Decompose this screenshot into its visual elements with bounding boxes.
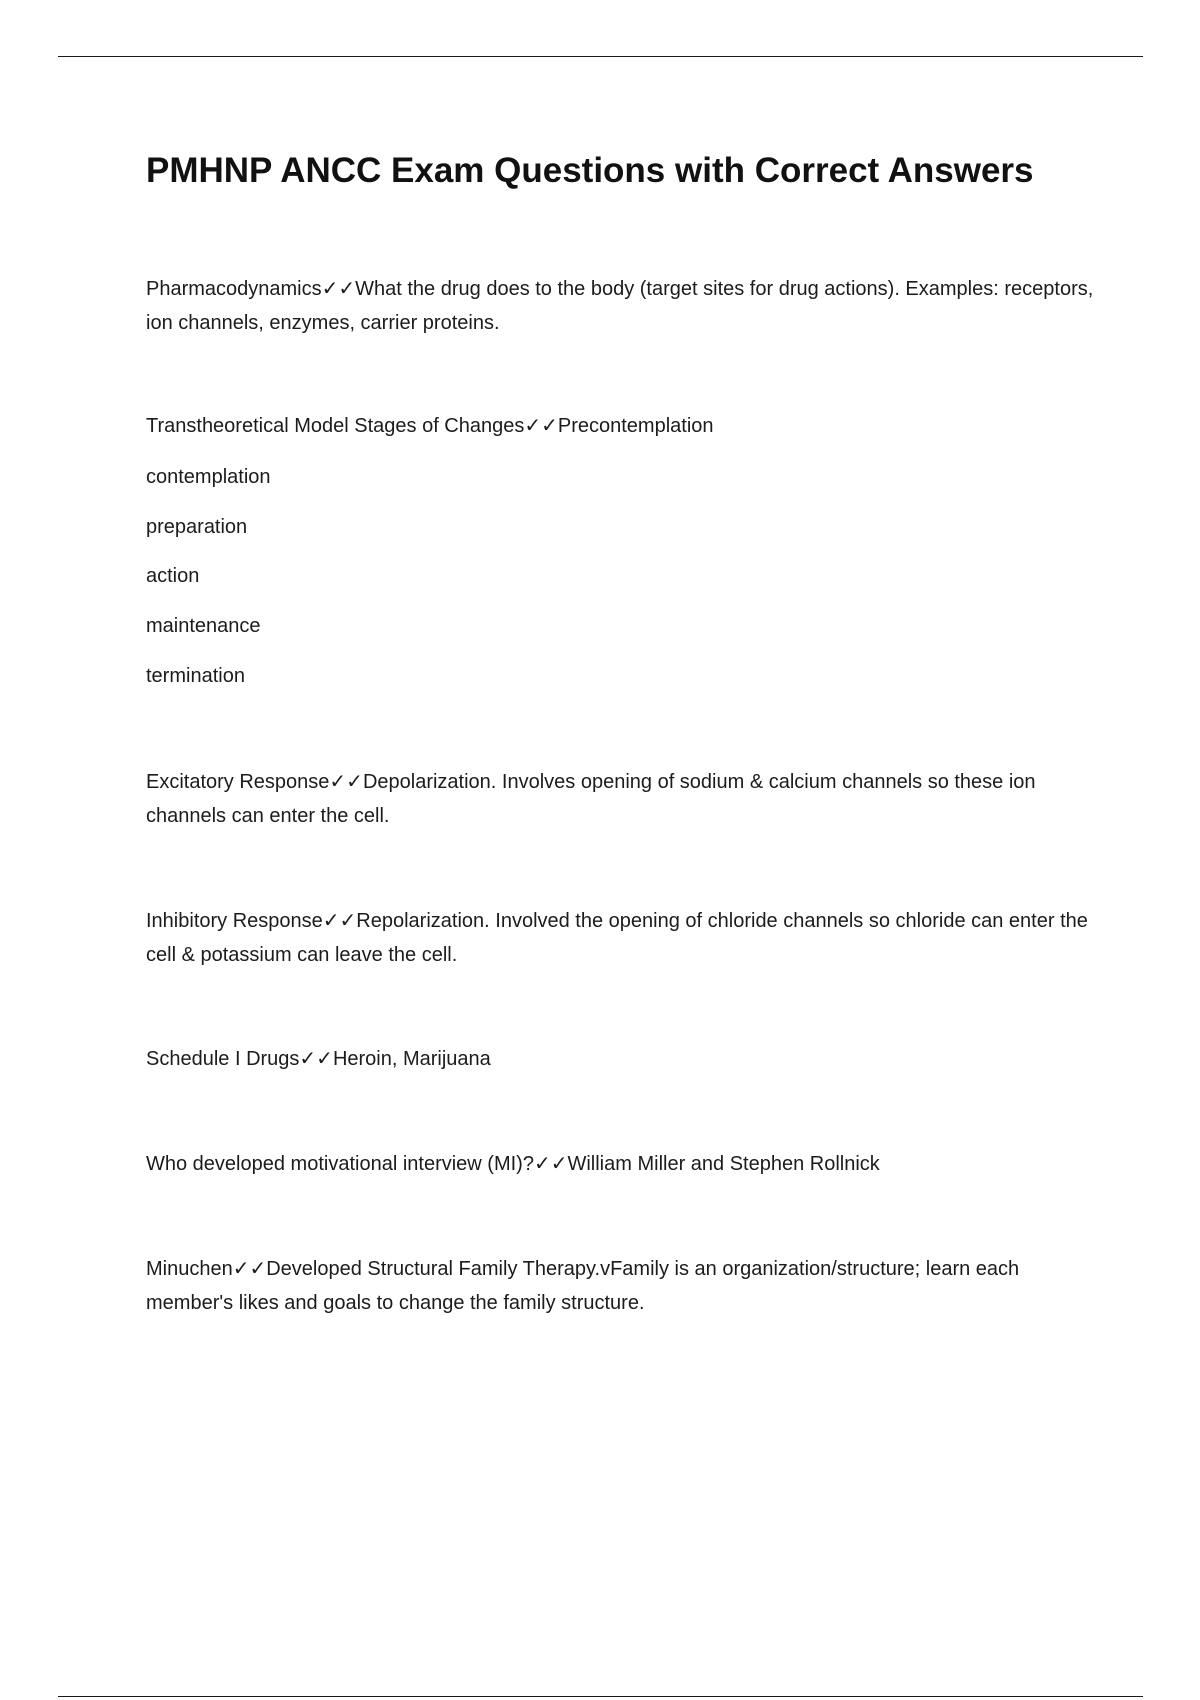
checkmark-icon: ✓✓ [321, 276, 356, 300]
stage-item: contemplation [146, 466, 271, 488]
qa-entry-minuchen [146, 1251, 1106, 1320]
qa-term: Pharmacodynamics [146, 278, 322, 300]
qa-entry-transtheoretical-model [146, 408, 1106, 443]
document-title: PMHNP ANCC Exam Questions with Correct Answers [146, 151, 1034, 190]
top-rule [58, 56, 1143, 57]
stage-item: termination [146, 665, 245, 687]
qa-entry-motivational-interview [146, 1146, 1106, 1181]
qa-answer: What the drug does to the body (target sites for drug actions). Examples: receptors, ion channels, enzymes, carrier proteins. [146, 278, 1094, 334]
qa-term: Minuchen [146, 1258, 233, 1280]
qa-term: Inhibitory Response [146, 910, 323, 932]
qa-answer: Depolarization. Involves opening of sodium & calcium channels so these ion channels can enter the cell. [146, 771, 1036, 827]
qa-answer: William Miller and Stephen Rollnick [567, 1153, 880, 1175]
checkmark-icon: ✓✓ [329, 769, 363, 793]
checkmark-icon: ✓✓ [232, 1256, 267, 1280]
stage-item: action [146, 565, 200, 587]
qa-entry-pharmacodynamics [146, 271, 1106, 340]
qa-entry-schedule-i-drugs [146, 1041, 1106, 1076]
checkmark-icon: ✓✓ [524, 413, 558, 437]
stage-item: maintenance [146, 615, 261, 637]
qa-answer: Precontemplation [557, 415, 714, 437]
stage-item: preparation [146, 516, 248, 538]
qa-term: Schedule I Drugs [146, 1048, 300, 1070]
checkmark-icon: ✓✓ [299, 1046, 333, 1070]
checkmark-icon: ✓✓ [533, 1151, 568, 1175]
qa-answer: Heroin, Marijuana [332, 1048, 491, 1070]
qa-entry-excitatory-response [146, 764, 1106, 833]
checkmark-icon: ✓✓ [322, 908, 357, 932]
qa-term: Excitatory Response [146, 771, 330, 793]
qa-term: Transtheoretical Model Stages of Changes [146, 415, 525, 437]
bottom-rule [58, 1696, 1143, 1697]
qa-entry-inhibitory-response [146, 903, 1106, 972]
qa-term: Who developed motivational interview (MI)? [146, 1153, 534, 1175]
qa-answer: Repolarization. Involved the opening of chloride channels so chloride can enter the cell & potassium can leave the cell. [146, 910, 1088, 966]
qa-answer: Developed Structural Family Therapy.vFamily is an organization/structure; learn each member's likes and goals to change the family structure. [146, 1258, 1020, 1314]
